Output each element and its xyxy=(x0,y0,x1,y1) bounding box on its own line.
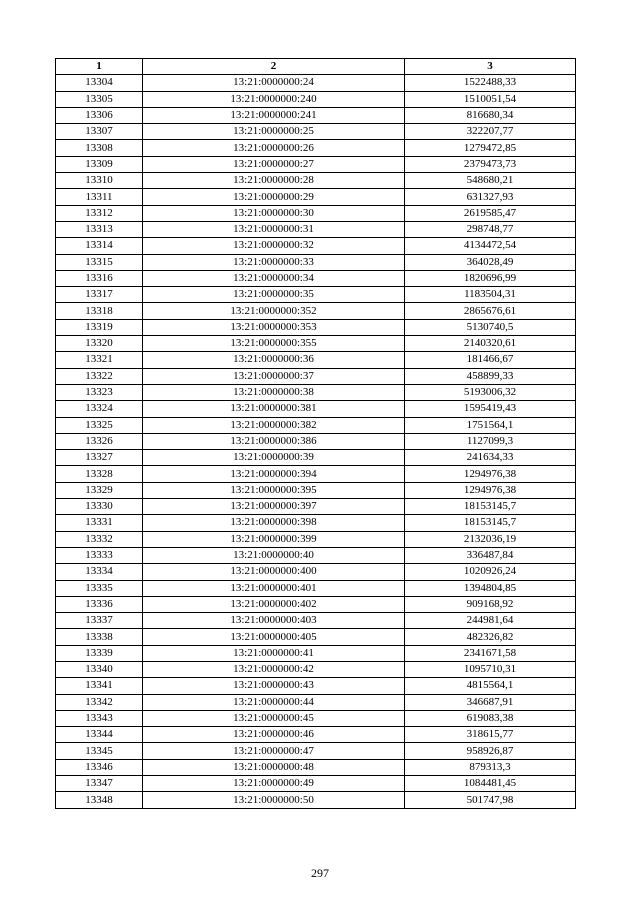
row-number-cell: 13336 xyxy=(56,596,143,612)
cadastral-number-cell: 13:21:0000000:397 xyxy=(143,499,405,515)
cadastral-number-cell: 13:21:0000000:31 xyxy=(143,221,405,237)
cadastral-value-table xyxy=(55,58,576,809)
page-number: 297 xyxy=(311,866,329,880)
value-cell: 458899,33 xyxy=(405,368,576,384)
value-cell: 1820696,99 xyxy=(405,270,576,286)
value-cell: 619083,38 xyxy=(405,710,576,726)
row-number-cell: 13328 xyxy=(56,466,143,482)
cadastral-number-cell: 13:21:0000000:42 xyxy=(143,661,405,677)
cadastral-number-cell: 13:21:0000000:401 xyxy=(143,580,405,596)
row-number-cell: 13317 xyxy=(56,287,143,303)
cadastral-number-cell: 13:21:0000000:29 xyxy=(143,189,405,205)
table-row xyxy=(56,792,576,808)
value-cell: 244981,64 xyxy=(405,613,576,629)
table-row xyxy=(56,303,576,319)
row-number-cell: 13338 xyxy=(56,629,143,645)
cadastral-number-cell: 13:21:0000000:35 xyxy=(143,287,405,303)
table-row xyxy=(56,221,576,237)
value-cell: 1020926,24 xyxy=(405,564,576,580)
cadastral-number-cell: 13:21:0000000:33 xyxy=(143,254,405,270)
table-row xyxy=(56,417,576,433)
value-cell: 322207,77 xyxy=(405,124,576,140)
value-cell: 2140320,61 xyxy=(405,336,576,352)
row-number-cell: 13345 xyxy=(56,743,143,759)
cadastral-number-cell: 13:21:0000000:27 xyxy=(143,156,405,172)
row-number-cell: 13322 xyxy=(56,368,143,384)
table-row xyxy=(56,107,576,123)
row-number-cell: 13319 xyxy=(56,319,143,335)
table-row xyxy=(56,482,576,498)
value-cell: 2619585,47 xyxy=(405,205,576,221)
value-cell: 879313,3 xyxy=(405,759,576,775)
cadastral-number-cell: 13:21:0000000:36 xyxy=(143,352,405,368)
cadastral-number-cell: 13:21:0000000:40 xyxy=(143,547,405,563)
cadastral-number-cell: 13:21:0000000:381 xyxy=(143,401,405,417)
table-row xyxy=(56,547,576,563)
table-row xyxy=(56,645,576,661)
cadastral-number-cell: 13:21:0000000:382 xyxy=(143,417,405,433)
table-row xyxy=(56,319,576,335)
column-header-value: 3 xyxy=(405,59,576,75)
cadastral-number-cell: 13:21:0000000:395 xyxy=(143,482,405,498)
row-number-cell: 13309 xyxy=(56,156,143,172)
table-row xyxy=(56,759,576,775)
value-cell: 1127099,3 xyxy=(405,433,576,449)
table-row xyxy=(56,694,576,710)
cadastral-number-cell: 13:21:0000000:46 xyxy=(143,727,405,743)
row-number-cell: 13334 xyxy=(56,564,143,580)
cadastral-number-cell: 13:21:0000000:43 xyxy=(143,678,405,694)
value-cell: 548680,21 xyxy=(405,173,576,189)
value-cell: 631327,93 xyxy=(405,189,576,205)
value-cell: 1294976,38 xyxy=(405,482,576,498)
cadastral-number-cell: 13:21:0000000:41 xyxy=(143,645,405,661)
value-cell: 5130740,5 xyxy=(405,319,576,335)
table-row xyxy=(56,270,576,286)
table-row xyxy=(56,613,576,629)
row-number-cell: 13344 xyxy=(56,727,143,743)
table-row xyxy=(56,743,576,759)
column-header-number: 1 xyxy=(56,59,143,75)
table-header-row xyxy=(56,59,576,75)
table-row xyxy=(56,254,576,270)
row-number-cell: 13329 xyxy=(56,482,143,498)
value-cell: 4134472,54 xyxy=(405,238,576,254)
value-cell: 318615,77 xyxy=(405,727,576,743)
cadastral-number-cell: 13:21:0000000:352 xyxy=(143,303,405,319)
value-cell: 346687,91 xyxy=(405,694,576,710)
row-number-cell: 13316 xyxy=(56,270,143,286)
value-cell: 1510051,54 xyxy=(405,91,576,107)
cadastral-number-cell: 13:21:0000000:50 xyxy=(143,792,405,808)
table-row xyxy=(56,75,576,91)
value-cell: 5193006,32 xyxy=(405,384,576,400)
table-row xyxy=(56,776,576,792)
cadastral-number-cell: 13:21:0000000:38 xyxy=(143,384,405,400)
cadastral-number-cell: 13:21:0000000:34 xyxy=(143,270,405,286)
row-number-cell: 13327 xyxy=(56,450,143,466)
cadastral-number-cell: 13:21:0000000:44 xyxy=(143,694,405,710)
row-number-cell: 13324 xyxy=(56,401,143,417)
table-row xyxy=(56,661,576,677)
row-number-cell: 13339 xyxy=(56,645,143,661)
row-number-cell: 13331 xyxy=(56,515,143,531)
cadastral-number-cell: 13:21:0000000:241 xyxy=(143,107,405,123)
cadastral-number-cell: 13:21:0000000:405 xyxy=(143,629,405,645)
value-cell: 1095710,31 xyxy=(405,661,576,677)
table-row xyxy=(56,189,576,205)
table-row xyxy=(56,596,576,612)
row-number-cell: 13348 xyxy=(56,792,143,808)
row-number-cell: 13347 xyxy=(56,776,143,792)
cadastral-number-cell: 13:21:0000000:37 xyxy=(143,368,405,384)
row-number-cell: 13307 xyxy=(56,124,143,140)
cadastral-number-cell: 13:21:0000000:400 xyxy=(143,564,405,580)
value-cell: 336487,84 xyxy=(405,547,576,563)
row-number-cell: 13320 xyxy=(56,336,143,352)
row-number-cell: 13310 xyxy=(56,173,143,189)
row-number-cell: 13341 xyxy=(56,678,143,694)
table-row xyxy=(56,173,576,189)
table-row xyxy=(56,238,576,254)
table-row xyxy=(56,450,576,466)
table-row xyxy=(56,727,576,743)
table-row xyxy=(56,91,576,107)
row-number-cell: 13337 xyxy=(56,613,143,629)
row-number-cell: 13346 xyxy=(56,759,143,775)
cadastral-number-cell: 13:21:0000000:398 xyxy=(143,515,405,531)
table-row xyxy=(56,466,576,482)
value-cell: 298748,77 xyxy=(405,221,576,237)
table-row xyxy=(56,710,576,726)
cadastral-number-cell: 13:21:0000000:399 xyxy=(143,531,405,547)
cadastral-number-cell: 13:21:0000000:39 xyxy=(143,450,405,466)
cadastral-number-cell: 13:21:0000000:30 xyxy=(143,205,405,221)
table-row xyxy=(56,564,576,580)
row-number-cell: 13313 xyxy=(56,221,143,237)
value-cell: 181466,67 xyxy=(405,352,576,368)
row-number-cell: 13342 xyxy=(56,694,143,710)
cadastral-number-cell: 13:21:0000000:26 xyxy=(143,140,405,156)
table-row xyxy=(56,205,576,221)
table-row xyxy=(56,124,576,140)
table-row xyxy=(56,401,576,417)
table-body xyxy=(56,75,576,808)
row-number-cell: 13343 xyxy=(56,710,143,726)
value-cell: 909168,92 xyxy=(405,596,576,612)
row-number-cell: 13315 xyxy=(56,254,143,270)
cadastral-number-cell: 13:21:0000000:49 xyxy=(143,776,405,792)
cadastral-number-cell: 13:21:0000000:25 xyxy=(143,124,405,140)
row-number-cell: 13314 xyxy=(56,238,143,254)
row-number-cell: 13332 xyxy=(56,531,143,547)
row-number-cell: 13335 xyxy=(56,580,143,596)
row-number-cell: 13330 xyxy=(56,499,143,515)
table-row xyxy=(56,156,576,172)
cadastral-number-cell: 13:21:0000000:45 xyxy=(143,710,405,726)
cadastral-number-cell: 13:21:0000000:48 xyxy=(143,759,405,775)
row-number-cell: 13311 xyxy=(56,189,143,205)
value-cell: 816680,34 xyxy=(405,107,576,123)
value-cell: 1751564,1 xyxy=(405,417,576,433)
value-cell: 18153145,7 xyxy=(405,499,576,515)
value-cell: 1522488,33 xyxy=(405,75,576,91)
row-number-cell: 13306 xyxy=(56,107,143,123)
row-number-cell: 13305 xyxy=(56,91,143,107)
table-row xyxy=(56,515,576,531)
cadastral-number-cell: 13:21:0000000:47 xyxy=(143,743,405,759)
value-cell: 1294976,38 xyxy=(405,466,576,482)
value-cell: 2865676,61 xyxy=(405,303,576,319)
cadastral-number-cell: 13:21:0000000:240 xyxy=(143,91,405,107)
row-number-cell: 13312 xyxy=(56,205,143,221)
table-row xyxy=(56,140,576,156)
value-cell: 2341671,58 xyxy=(405,645,576,661)
value-cell: 1084481,45 xyxy=(405,776,576,792)
row-number-cell: 13333 xyxy=(56,547,143,563)
table-row xyxy=(56,531,576,547)
table-row xyxy=(56,678,576,694)
value-cell: 1394804,85 xyxy=(405,580,576,596)
value-cell: 958926,87 xyxy=(405,743,576,759)
row-number-cell: 13321 xyxy=(56,352,143,368)
value-cell: 482326,82 xyxy=(405,629,576,645)
value-cell: 2132036,19 xyxy=(405,531,576,547)
table-row xyxy=(56,368,576,384)
row-number-cell: 13318 xyxy=(56,303,143,319)
row-number-cell: 13308 xyxy=(56,140,143,156)
cadastral-number-cell: 13:21:0000000:353 xyxy=(143,319,405,335)
table-row xyxy=(56,336,576,352)
value-cell: 2379473,73 xyxy=(405,156,576,172)
row-number-cell: 13304 xyxy=(56,75,143,91)
table-row xyxy=(56,499,576,515)
value-cell: 1183504,31 xyxy=(405,287,576,303)
cadastral-number-cell: 13:21:0000000:32 xyxy=(143,238,405,254)
value-cell: 1595419,43 xyxy=(405,401,576,417)
value-cell: 241634,33 xyxy=(405,450,576,466)
cadastral-number-cell: 13:21:0000000:24 xyxy=(143,75,405,91)
table-row xyxy=(56,384,576,400)
cadastral-number-cell: 13:21:0000000:355 xyxy=(143,336,405,352)
table-row xyxy=(56,629,576,645)
table-row xyxy=(56,433,576,449)
table-row xyxy=(56,287,576,303)
value-cell: 1279472,85 xyxy=(405,140,576,156)
table-row xyxy=(56,580,576,596)
column-header-cadastral-number: 2 xyxy=(143,59,405,75)
row-number-cell: 13326 xyxy=(56,433,143,449)
table-row xyxy=(56,352,576,368)
value-cell: 364028,49 xyxy=(405,254,576,270)
row-number-cell: 13325 xyxy=(56,417,143,433)
value-cell: 501747,98 xyxy=(405,792,576,808)
row-number-cell: 13340 xyxy=(56,661,143,677)
cadastral-number-cell: 13:21:0000000:28 xyxy=(143,173,405,189)
row-number-cell: 13323 xyxy=(56,384,143,400)
value-cell: 18153145,7 xyxy=(405,515,576,531)
cadastral-number-cell: 13:21:0000000:403 xyxy=(143,613,405,629)
cadastral-number-cell: 13:21:0000000:394 xyxy=(143,466,405,482)
value-cell: 4815564,1 xyxy=(405,678,576,694)
cadastral-number-cell: 13:21:0000000:402 xyxy=(143,596,405,612)
cadastral-number-cell: 13:21:0000000:386 xyxy=(143,433,405,449)
